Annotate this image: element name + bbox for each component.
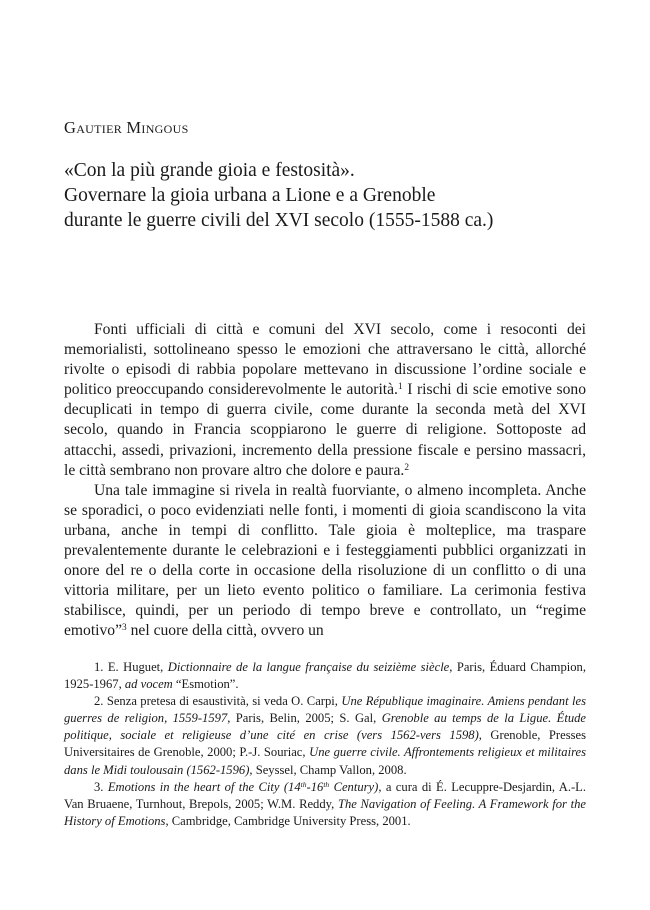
body-text [64, 320, 586, 642]
footnote-text: Grenoble au temps de la Ligue. Étude politique, sociale et religieuse d’une cité en crise (vers 1562-vers 1598) [64, 711, 587, 743]
footnote-superscript: th [300, 779, 307, 789]
body-paragraph [64, 481, 586, 642]
footnote-text: 2. Senza pretesa di esaustività, si veda O. Carpi, [94, 694, 342, 709]
footnote-text: , Cambridge, Cambridge University Press, 2001. [165, 813, 411, 828]
footnote-superscript: th [323, 779, 330, 789]
footnote-text: , Paris, Éduard Champion, 1925-1967, [64, 660, 586, 692]
footnote-text: 1. E. Huguet, [94, 660, 168, 674]
footnote-ref: 2 [404, 462, 410, 473]
footnote [64, 779, 586, 830]
paragraph-text: Fonti ufficiali di città e comuni del XVI secolo, come i resoconti dei memorialisti, sottolineano spesso le emozioni che attraversano le città, allorché rivolte o episodi di rabbia popolare mettevano in discussione l’ordine sociale e politico preoccupando considerevolmente le autorità. [64, 321, 586, 399]
footnote-text: 3. [94, 779, 108, 794]
footnote-text: , Grenoble, Presses Universitaires de Grenoble, 2000; P.-J. Souriac, [64, 728, 586, 760]
paragraph-text: Una tale immagine si rivela in realtà fuorviante, o almeno incompleta. Anche se sporadici, o poco evidenziati nelle fonti, i momenti di gioia scandiscono la vita urbana, anche in tempi di conflitto. Tale gioia è molteplice, ma traspare prevalentemente durante le celebrazioni e i festeggiamenti pubblici organizzati in onore del re o della corte in occasione della risoluzione di un conflitto o di una vittoria militare, per un lieto evento politico o familiare. La cerimonia festiva stabilisce, quindi, per un periodo di tempo breve e controllato, un “regime emotivo” [64, 481, 586, 640]
title-line: «Con la più grande gioia e festosità». [64, 160, 355, 181]
footnote [64, 659, 586, 693]
footnote-text: Une guerre civile. Affrontements religieux et militaires dans le Midi toulousain (1562-1596) [64, 745, 586, 777]
footnote-text: -16 [306, 779, 324, 794]
author-name: Gautier Mingous [64, 118, 189, 137]
body-paragraph [64, 320, 586, 481]
paragraph-text: I rischi di scie emotive sono decuplicati in tempo di guerra civile, come durante la seconda metà del XVI secolo, quando in Francia scoppiarono le guerre di religione. Sottoposte ad attacchi, assedi, privazioni, incremento della pressione fiscale e persino massacri, le città sembrano non provare altro che dolore e paura. [64, 381, 586, 479]
footnote-text: “Esmotion”. [172, 677, 239, 692]
footnote-ref: 1 [397, 382, 403, 393]
footnote-ref: 3 [122, 623, 127, 634]
footnote-text: Une République imaginaire. Amiens pendant les guerres de religion, 1559-1597 [64, 694, 586, 726]
footnote-text: , Seyssel, Champ Vallon, 2008. [249, 762, 407, 777]
footnote [64, 693, 586, 778]
paragraph-text: nel cuore della città, ovvero un [126, 622, 324, 640]
footnote-text: , Paris, Belin, 2005; S. Gal, [227, 711, 382, 726]
footnotes [64, 659, 586, 830]
title-line: Governare la gioia urbana a Lione e a Grenoble [64, 185, 436, 206]
footnote-text: , a cura di É. Lecuppre-Desjardin, A.-L. Van Bruaene, Turnhout, Brepols, 2005; W.M. Reddy, [64, 779, 586, 811]
footnote-text: Dictionnaire de la langue française du seizième siècle [167, 660, 450, 674]
footnote-text: The Navigation of Feeling. A Framework for the History of Emotions [64, 796, 586, 828]
footnote-text: Emotions in the heart of the City (14 [107, 779, 301, 794]
title-line: durante le guerre civili del XVI secolo (1555-1588 ca.) [64, 210, 494, 231]
article-title [64, 158, 604, 233]
footnote-text: Century) [329, 779, 379, 794]
footnote-text: ad vocem [124, 677, 173, 692]
